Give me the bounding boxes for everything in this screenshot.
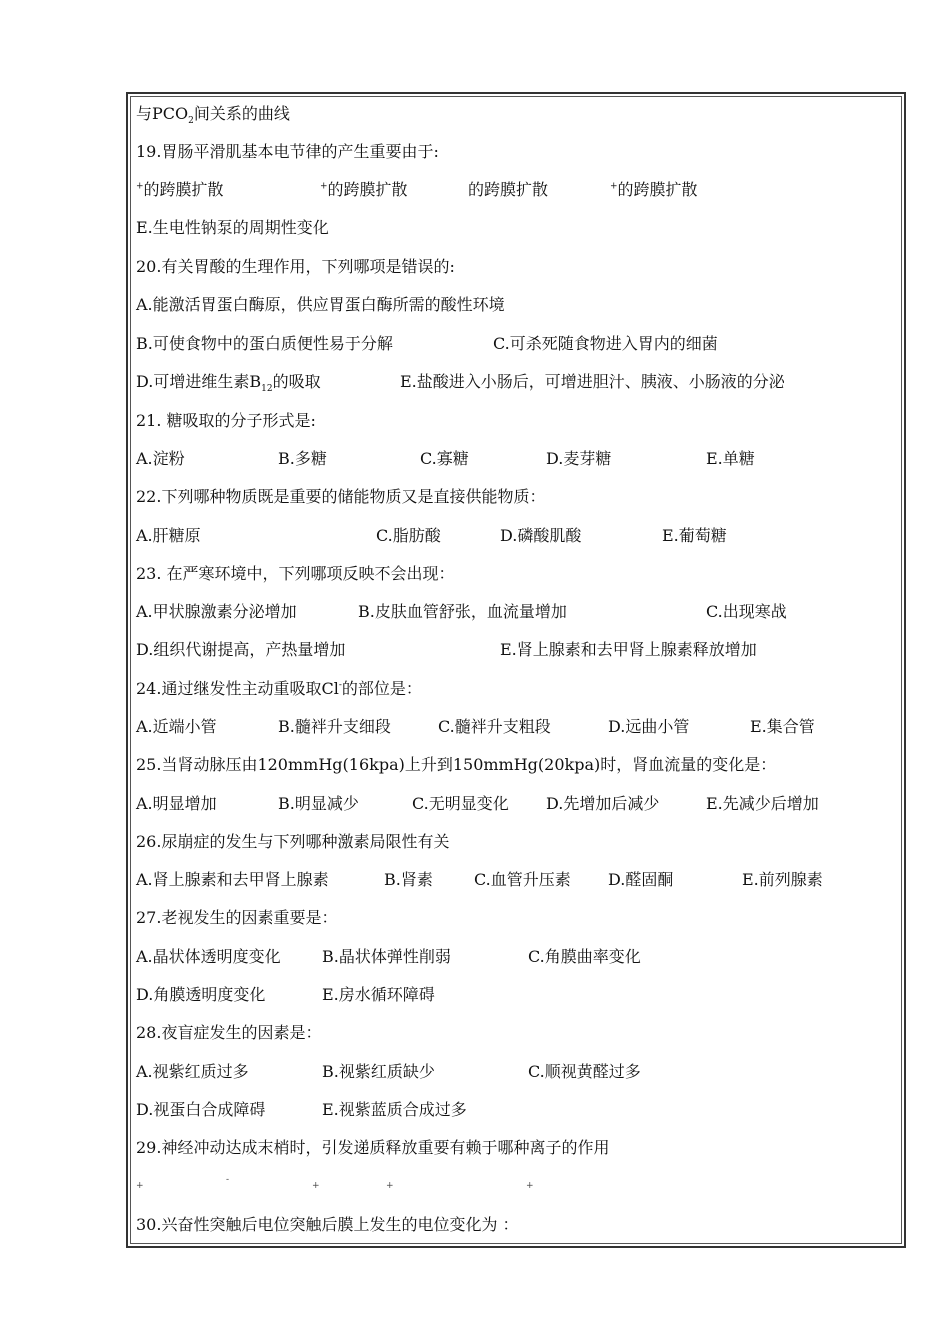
option-d: D.醛固酮 [608,870,674,889]
question-20-option-a: A.能激活胃蛋白酶原，供应胃蛋白酶所需的酸性环境 [136,295,505,314]
option-d: D.先增加后减少 [546,794,660,813]
option-c: C.角膜曲率变化 [528,947,641,966]
option-d: D.磷酸肌酸 [500,526,582,545]
text-fragment: 24.通过继发性主动重吸取Cl [136,679,339,698]
text-fragment: 的部位是： [341,679,422,698]
ion-charge-mark: + [312,1181,320,1191]
ion-charge-mark: + [136,1181,144,1191]
option-b: 的跨膜扩散 [327,180,408,199]
option-a: A.明显增加 [136,794,217,813]
option-b: B.多糖 [278,449,327,468]
superscript: + [136,181,144,192]
option-b: B.髓袢升支细段 [278,717,391,736]
option-c: C.髓袢升支粗段 [438,717,551,736]
option-a: A.肝糖原 [136,526,201,545]
option-b: B.视紫红质缺少 [322,1062,435,1081]
superscript: - [338,680,342,691]
option-e: E.房水循环障碍 [322,985,435,1004]
question-23: 23. 在严寒环境中，下列哪项反映不会出现： [136,564,455,583]
option-a: 的跨膜扩散 [143,180,224,199]
option-a: A.甲状腺激素分泌增加 [136,602,297,621]
ion-charge-mark: - [226,1175,230,1185]
subscript: 2 [188,116,194,127]
option-e: E.先减少后增加 [706,794,819,813]
option-e: E.单糖 [706,449,755,468]
question-30: 30.兴奋性突触后电位突触后膜上发生的电位变化为 ： [136,1215,519,1234]
option-c: 的跨膜扩散 [468,180,549,199]
question-29: 29.神经冲动达成末梢时，引发递质释放重要有赖于哪种离子的作用 [136,1138,610,1157]
option-d: D.组织代谢提高，产热量增加 [136,640,346,659]
option-d: D.远曲小管 [608,717,690,736]
option-a: A.肾上腺素和去甲肾上腺素 [136,870,329,889]
question-20: 20.有关胃酸的生理作用，下列哪项是错误的: [136,257,455,276]
question-19: 19.胃肠平滑肌基本电节律的产生重要由于: [136,142,439,161]
option-d: 的跨膜扩散 [617,180,698,199]
question-28: 28.夜盲症发生的因素是： [136,1023,322,1042]
option-a: A.淀粉 [136,449,185,468]
text-line [136,104,290,127]
option-e: E.集合管 [750,717,815,736]
option-a: A.晶状体透明度变化 [136,947,281,966]
option-e: E.肾上腺素和去甲肾上腺素释放增加 [500,640,757,659]
superscript: + [320,181,328,192]
option-a: A.视紫红质过多 [136,1062,249,1081]
option-b: B.肾素 [384,870,433,889]
option-b: B.可使食物中的蛋白质便性易于分解 [136,334,393,353]
option-c: C.顺视黄醛过多 [528,1062,641,1081]
question-24 [136,679,422,699]
text-fragment: 间关系的曲线 [193,104,290,123]
option-c: C.寡糖 [420,449,469,468]
option-c: C.出现寒战 [706,602,787,621]
option-c: C.血管升压素 [474,870,571,889]
subscript: 12 [261,384,273,395]
question-26: 26.尿崩症的发生与下列哪种激素局限性有关 [136,832,450,851]
ion-charge-mark: + [386,1181,394,1191]
question-21: 21. 糖吸取的分子形式是: [136,411,316,430]
option-b: B.晶状体弹性削弱 [322,947,451,966]
question-19-option-e: E.生电性钠泵的周期性变化 [136,218,329,237]
option-b: B.皮肤血管舒张，血流量增加 [358,602,567,621]
option-e: E.视紫蓝质合成过多 [322,1100,467,1119]
option-d: D.角膜透明度变化 [136,985,266,1004]
option-c: C.无明显变化 [412,794,509,813]
question-25: 25.当肾动脉压由120mmHg(16kpa)上升到150mmHg(20kpa)时，肾血流量的变化是： [136,755,777,774]
question-27: 27.老视发生的因素重要是： [136,908,338,927]
text-fragment: 与PCO [136,104,189,123]
option-a: A.近端小管 [136,717,217,736]
option-d: D.麦芽糖 [546,449,612,468]
ion-charge-mark: + [526,1181,534,1191]
option-e: E.葡萄糖 [662,526,727,545]
option-d: D.可增进维生素B [136,372,262,391]
option-b: B.明显减少 [278,794,359,813]
option-c: C.可杀死随食物进入胃内的细菌 [493,334,718,353]
question-22: 22.下列哪种物质既是重要的储能物质又是直接供能物质： [136,487,546,506]
superscript: + [610,181,618,192]
option-e: E.盐酸进入小肠后，可增进胆汁、胰液、小肠液的分泌 [400,372,785,391]
option-c: C.脂肪酸 [376,526,441,545]
text-fragment: 的吸取 [272,372,321,391]
option-d: D.视蛋白合成障碍 [136,1100,266,1119]
option-e: E.前列腺素 [742,870,823,889]
